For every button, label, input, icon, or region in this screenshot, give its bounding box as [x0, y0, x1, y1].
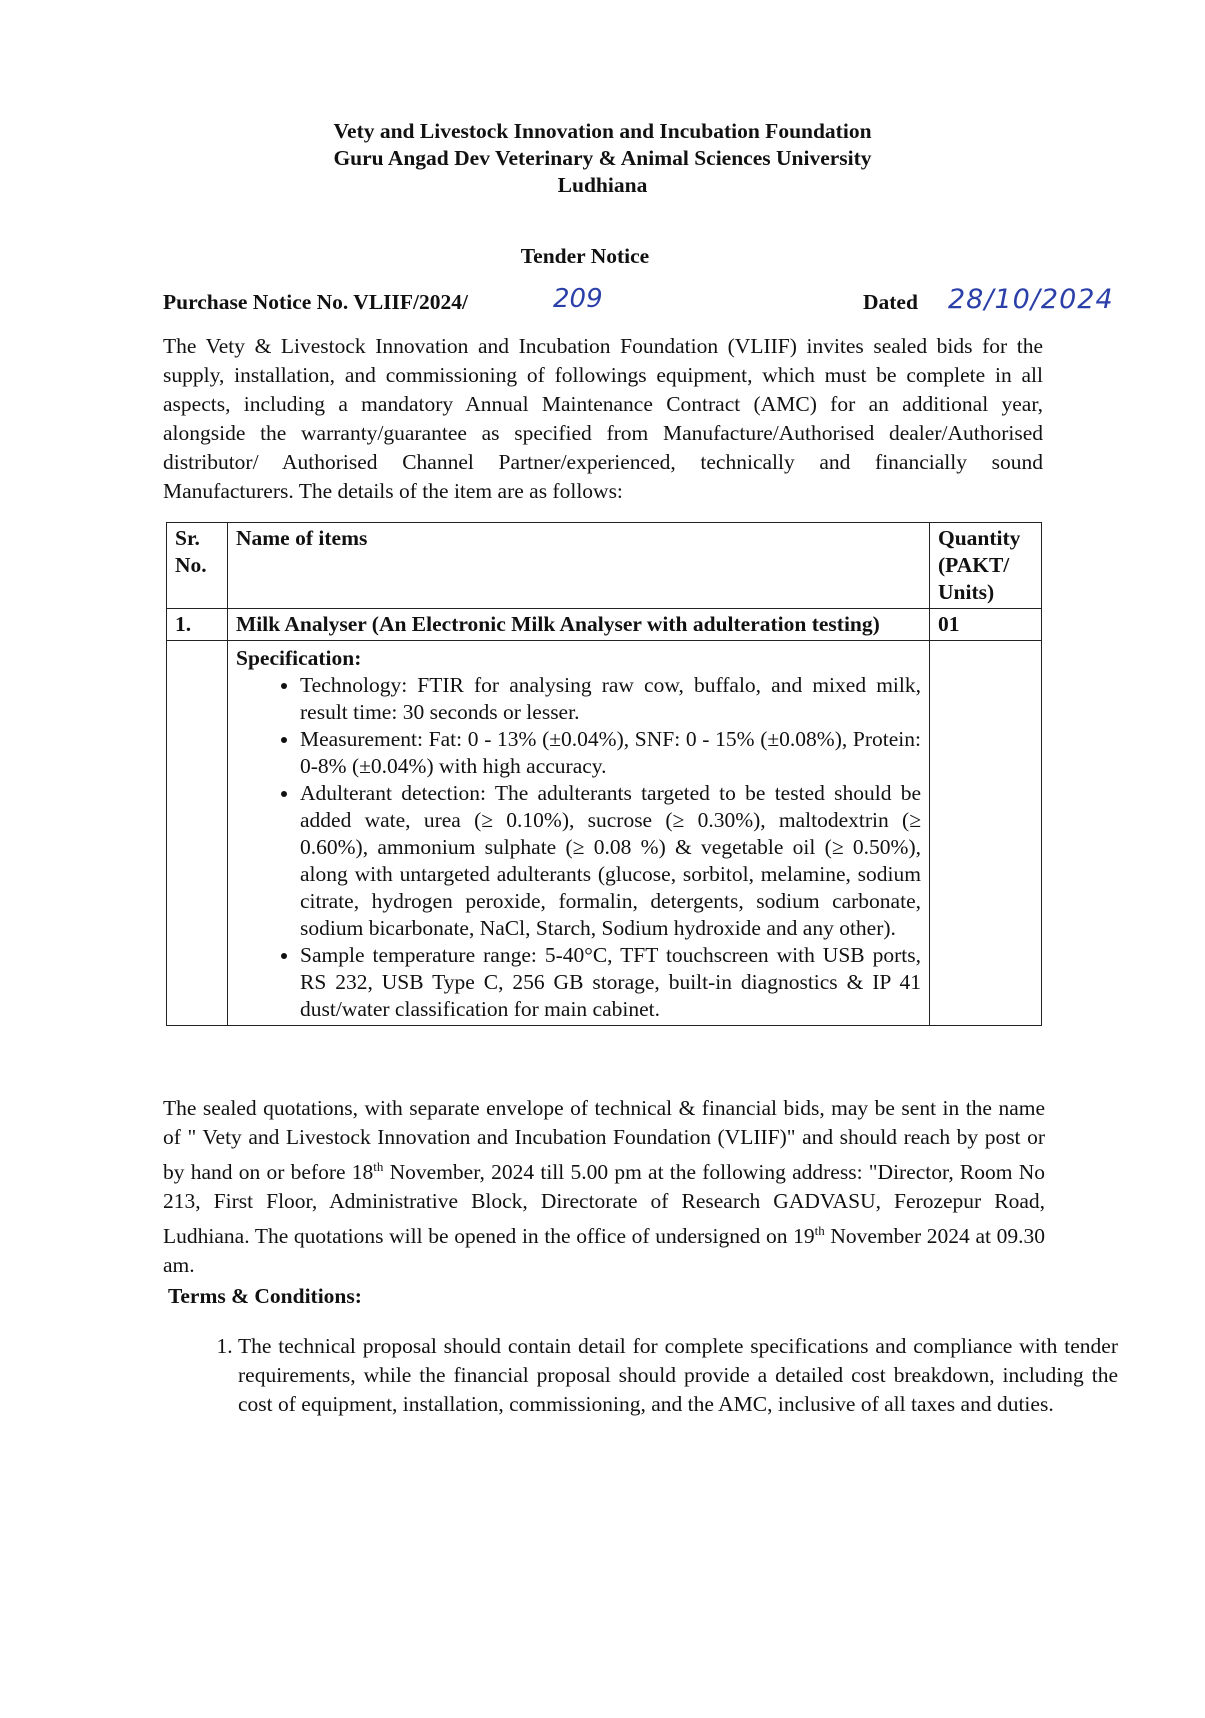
- ordinal-suffix: th: [814, 1223, 825, 1239]
- header-quantity: Quantity (PAKT/ Units): [930, 523, 1042, 609]
- spec-qty-empty-cell: [930, 641, 1042, 1026]
- org-name: Vety and Livestock Innovation and Incubation Foundation: [333, 119, 872, 143]
- table-row: [167, 609, 1042, 641]
- list-item: 1. The technical proposal should contain detail for complete specifications and compliance with tender requirements, while the financial proposal should provide a detailed cost breakdown, including the cost of equipment, installation, commissioning, and the AMC, inclusive of all taxes and duties.: [238, 1332, 1118, 1419]
- row-sr-no: 1.: [167, 609, 228, 641]
- dated-label: Dated: [863, 290, 918, 314]
- city-name: Ludhiana: [557, 173, 648, 197]
- letterhead: [0, 118, 1205, 199]
- list-item: • Measurement: Fat: 0 - 13% (±0.04%), SNF: 0 - 15% (±0.08%), Protein: 0-8% (±0.04%) with high accuracy.: [300, 726, 921, 780]
- terms-heading: Terms & Conditions:: [168, 1284, 362, 1308]
- header-sr-no: Sr. No.: [167, 523, 228, 609]
- closing-text-2: November, 2024 till 5.00 pm at the following address: "Director, Room No 213, First Floor, Administrative Block, Directorate of Research GADVASU, Ferozepur Road, Ludhiana. The quotations will be opened in the office of undersigned on 19: [163, 1160, 1045, 1249]
- terms-list: [168, 1332, 1118, 1419]
- closing-text-1: The sealed quotations, with separate envelope of technical & financial bids, may be sent in the name of " Vety and Livestock Innovation and Incubation Foundation (VLIIF)" and should reach by post or by hand on or before 18: [163, 1096, 1045, 1185]
- spec-list: [236, 672, 921, 1023]
- ordinal-suffix: th: [373, 1159, 384, 1174]
- spec-cell: [228, 641, 930, 1026]
- handwritten-notice-number: 209: [553, 284, 603, 314]
- spec-label: Specification:: [236, 646, 362, 670]
- row-item-name: Milk Analyser (An Electronic Milk Analyser with adulteration testing): [228, 609, 930, 641]
- university-name: Guru Angad Dev Veterinary & Animal Sciences University: [333, 146, 872, 170]
- spec-empty-cell: [167, 641, 228, 1026]
- header-item-name: Name of items: [228, 523, 930, 609]
- items-table: [166, 522, 1042, 1026]
- list-item: • Technology: FTIR for analysing raw cow, buffalo, and mixed milk, result time: 30 seconds or lesser.: [300, 672, 921, 726]
- notice-row: [163, 284, 1114, 320]
- closing-text-3: November 2024 at 09.30 am.: [163, 1224, 1045, 1278]
- page-title: Tender Notice: [520, 244, 650, 268]
- handwritten-date: 28/10/2024: [948, 284, 1114, 315]
- row-quantity: 01: [930, 609, 1042, 641]
- purchase-notice-label: Purchase Notice No. VLIIF/2024/: [163, 290, 468, 314]
- spec-row: [167, 641, 1042, 1026]
- table-header-row: [167, 523, 1042, 609]
- intro-paragraph: The Vety & Livestock Innovation and Incubation Foundation (VLIIF) invites sealed bids for the supply, installation, and commissioning of followings equipment, which must be complete in all aspects, including a mandatory Annual Maintenance Contract (AMC) for an additional year, alongside the warranty/guarantee as specified from Manufacture/Authorised dealer/Authorised distributor/ Authorised Channel Partner/experienced, technically and financially sound Manufacturers. The details of the item are as follows:: [163, 334, 1043, 503]
- list-item: • Sample temperature range: 5-40°C, TFT touchscreen with USB ports, RS 232, USB Type C, 256 GB storage, built-in diagnostics & IP 41 dust/water classification for main cabinet.: [300, 942, 921, 1023]
- closing-paragraph: [163, 1094, 1045, 1280]
- list-item: • Adulterant detection: The adulterants targeted to be tested should be added wate, urea (≥ 0.10%), sucrose (≥ 0.30%), maltodextrin (≥ 0.60%), ammonium sulphate (≥ 0.08 %) & vegetable oil (≥ 0.50%), along with untargeted adulterants (glucose, sorbitol, melamine, sodium citrate, hydrogen peroxide, formalin, detergents, sodium carbonate, sodium bicarbonate, NaCl, Starch, Sodium hydroxide and any other).: [300, 780, 921, 942]
